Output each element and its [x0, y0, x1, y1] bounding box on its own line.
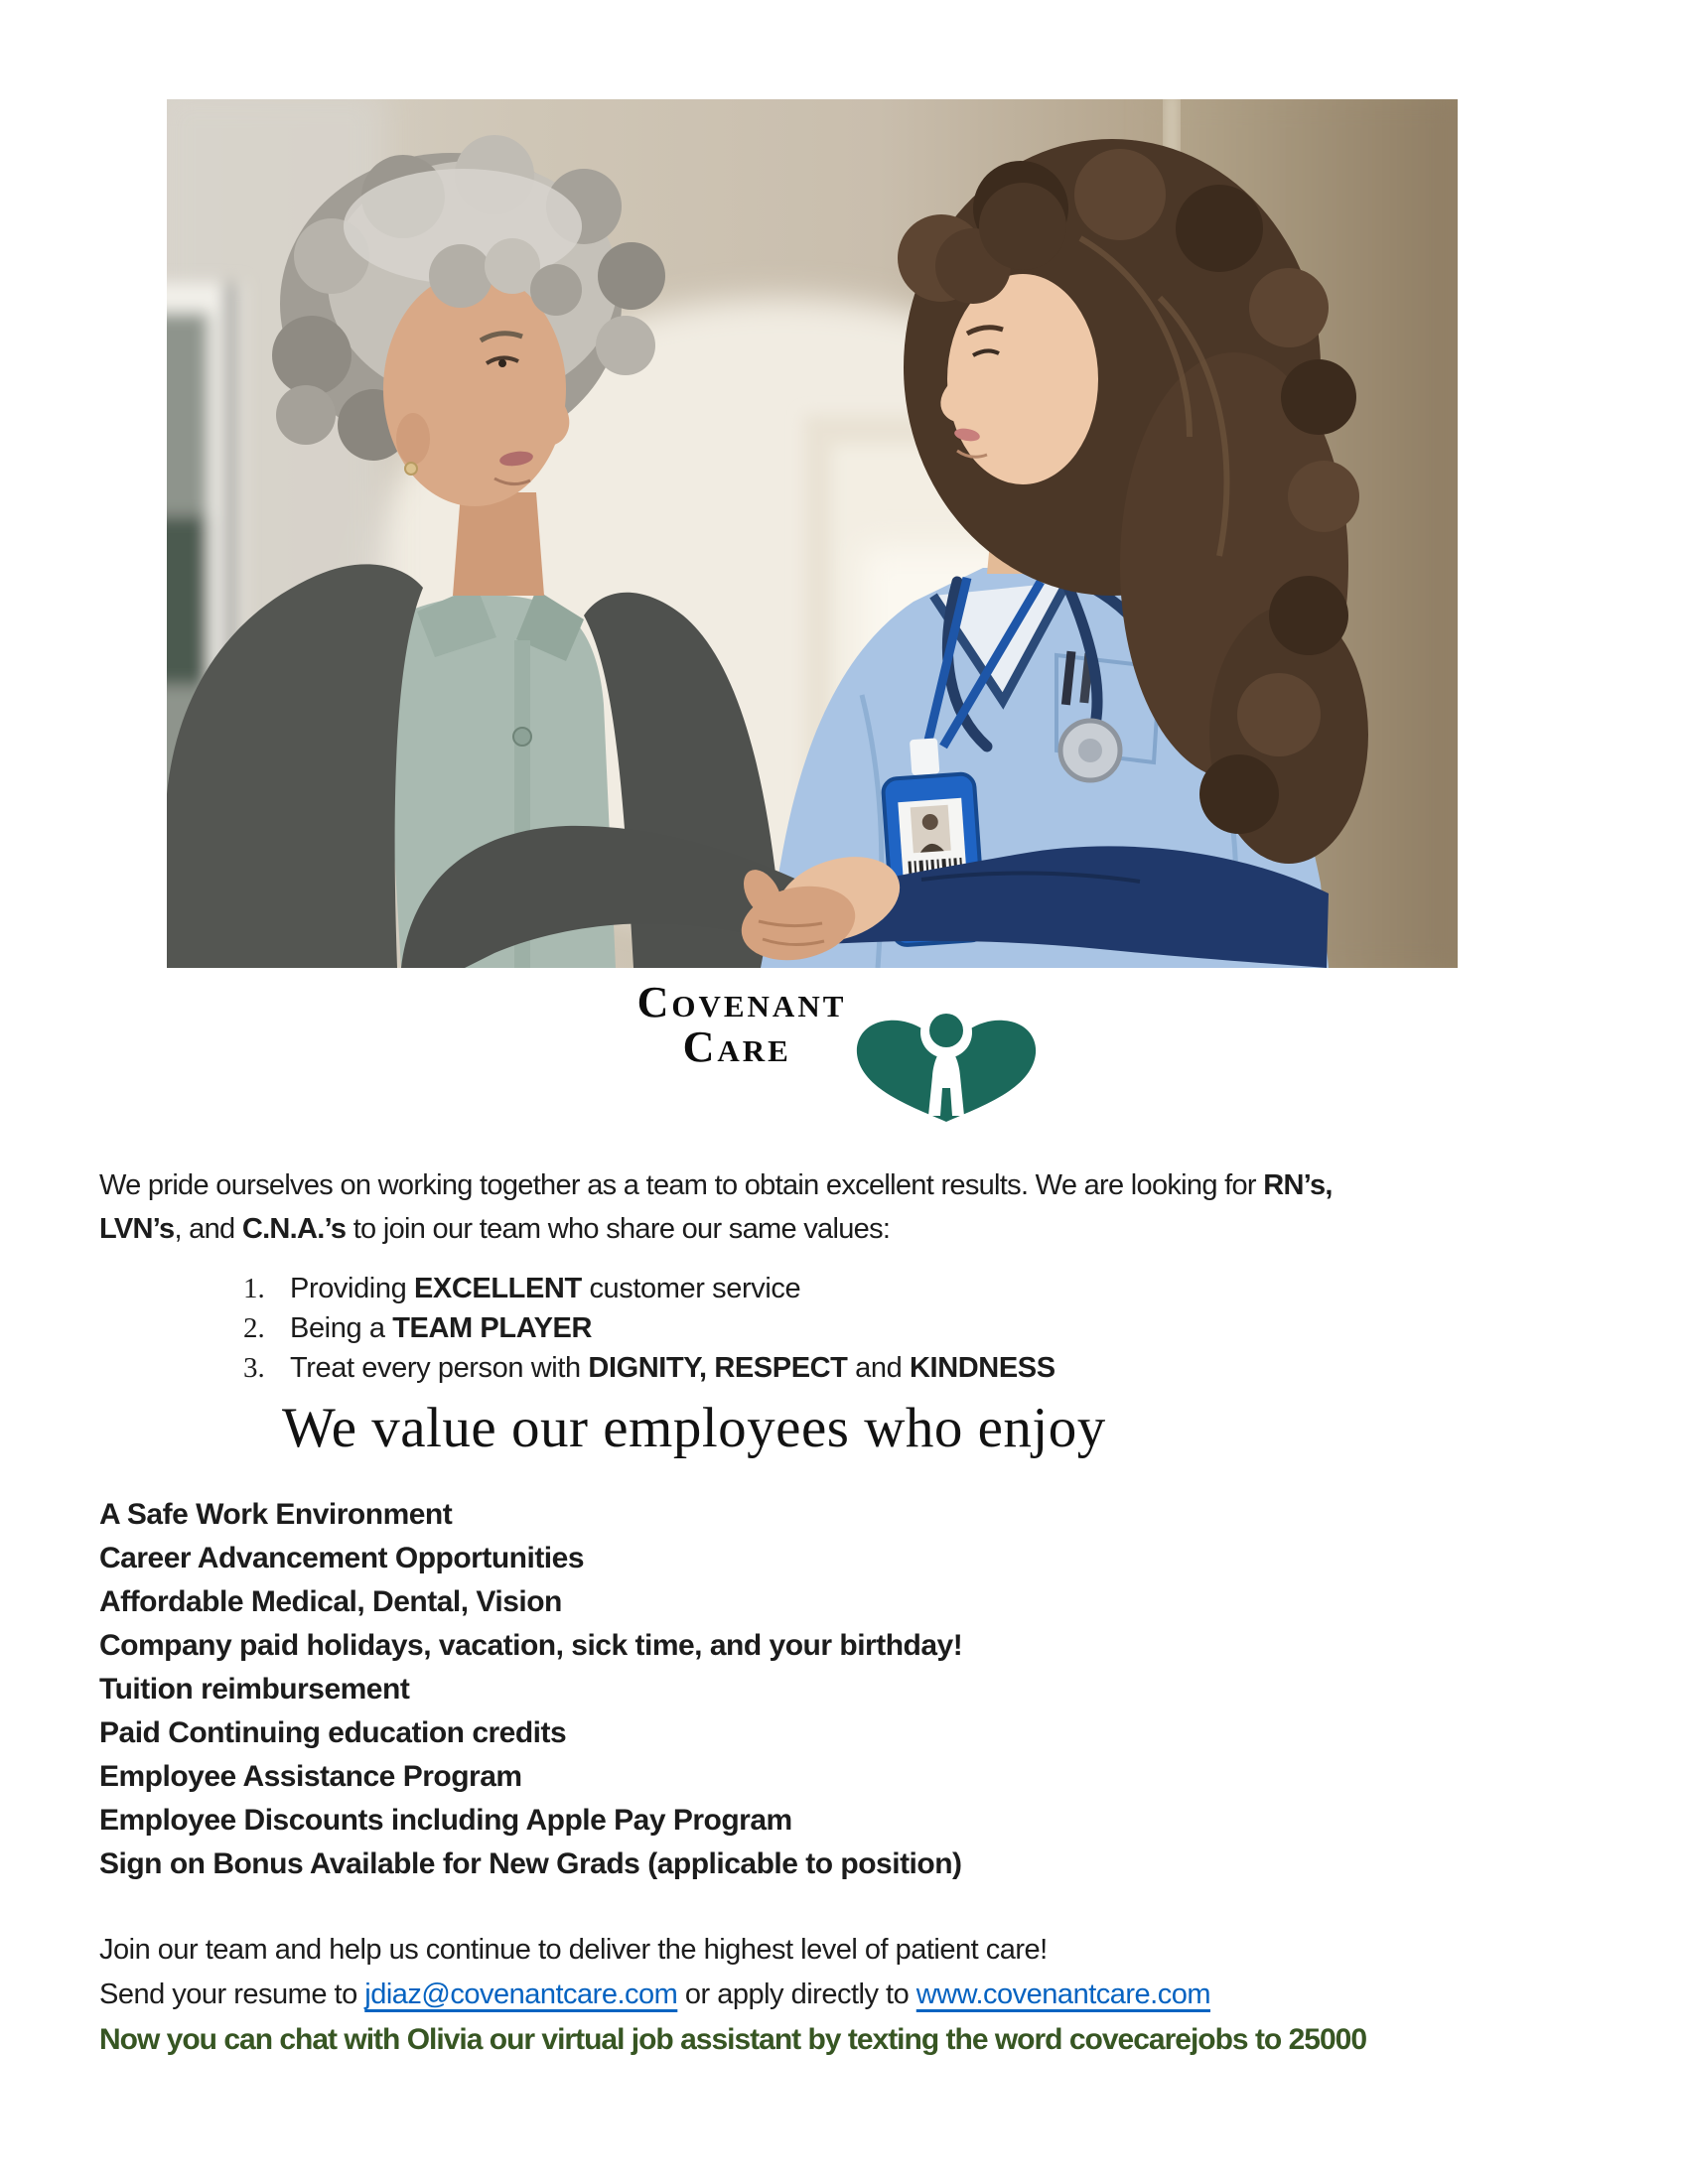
intro-line-1 — [99, 1163, 1333, 1207]
benefit-item: Employee Discounts including Apple Pay Program — [99, 1804, 792, 1837]
list-number: 1. — [243, 1273, 265, 1304]
intro-bold-cnas: C.N.A.’s — [241, 1213, 347, 1245]
benefit-item: Employee Assistance Program — [99, 1760, 522, 1793]
closing-text: or apply directly to — [677, 1979, 916, 2010]
closing-line-2 — [99, 1973, 1366, 2017]
list-number: 2. — [243, 1312, 265, 1344]
website-link[interactable]: www.covenantcare.com — [915, 1979, 1211, 2010]
heart-person-icon — [842, 1011, 1051, 1128]
hero-photo — [167, 99, 1458, 968]
covenant-care-logo — [0, 978, 1688, 1128]
intro-paragraph — [99, 1163, 1333, 1251]
intro-bold-lvns: LVN’s — [99, 1213, 175, 1245]
section-heading: We value our employees who enjoy — [282, 1397, 1106, 1459]
benefit-item: Company paid holidays, vacation, sick time, and your birthday! — [99, 1629, 963, 1662]
intro-text: , and — [174, 1213, 242, 1245]
benefit-item: Career Advancement Opportunities — [99, 1542, 585, 1574]
values-list — [243, 1269, 1055, 1388]
benefit-item: Paid Continuing education credits — [99, 1716, 567, 1749]
intro-line-2 — [99, 1207, 1333, 1251]
list-number: 3. — [243, 1352, 265, 1384]
list-item — [243, 1308, 1055, 1348]
benefit-item: Affordable Medical, Dental, Vision — [99, 1585, 562, 1618]
intro-bold-rns: RN’s, — [1263, 1169, 1333, 1201]
intro-text: to join our team who share our same values: — [346, 1213, 891, 1245]
hero-photo-illustration — [167, 99, 1458, 968]
logo-wordmark — [636, 978, 847, 1071]
benefits-list — [99, 1493, 962, 1886]
list-text: Treat every person with DIGNITY, RESPECT and KINDNESS — [290, 1352, 1055, 1384]
closing-block — [99, 1928, 1366, 2062]
list-item — [243, 1269, 1055, 1308]
list-text: Providing EXCELLENT customer service — [290, 1273, 801, 1304]
chat-assistant-line: Now you can chat with Olivia our virtual job assistant by texting the word covecarejobs to 25000 — [99, 2023, 1367, 2056]
logo-line-care: Care — [682, 1022, 791, 1071]
intro-text: We pride ourselves on working together as a team to obtain excellent results. We are looking for — [99, 1169, 1264, 1201]
email-link[interactable]: jdiaz@covenantcare.com — [364, 1979, 678, 2010]
benefit-item: Tuition reimbursement — [99, 1673, 410, 1706]
logo-line-covenant: Covenant — [636, 978, 847, 1026]
benefit-item: Sign on Bonus Available for New Grads (applicable to position) — [99, 1847, 962, 1880]
benefit-item: A Safe Work Environment — [99, 1498, 453, 1531]
closing-text: Send your resume to — [99, 1979, 365, 2010]
list-item — [243, 1348, 1055, 1388]
closing-line-1: Join our team and help us continue to deliver the highest level of patient care! — [99, 1934, 1048, 1966]
list-text: Being a TEAM PLAYER — [290, 1312, 592, 1344]
